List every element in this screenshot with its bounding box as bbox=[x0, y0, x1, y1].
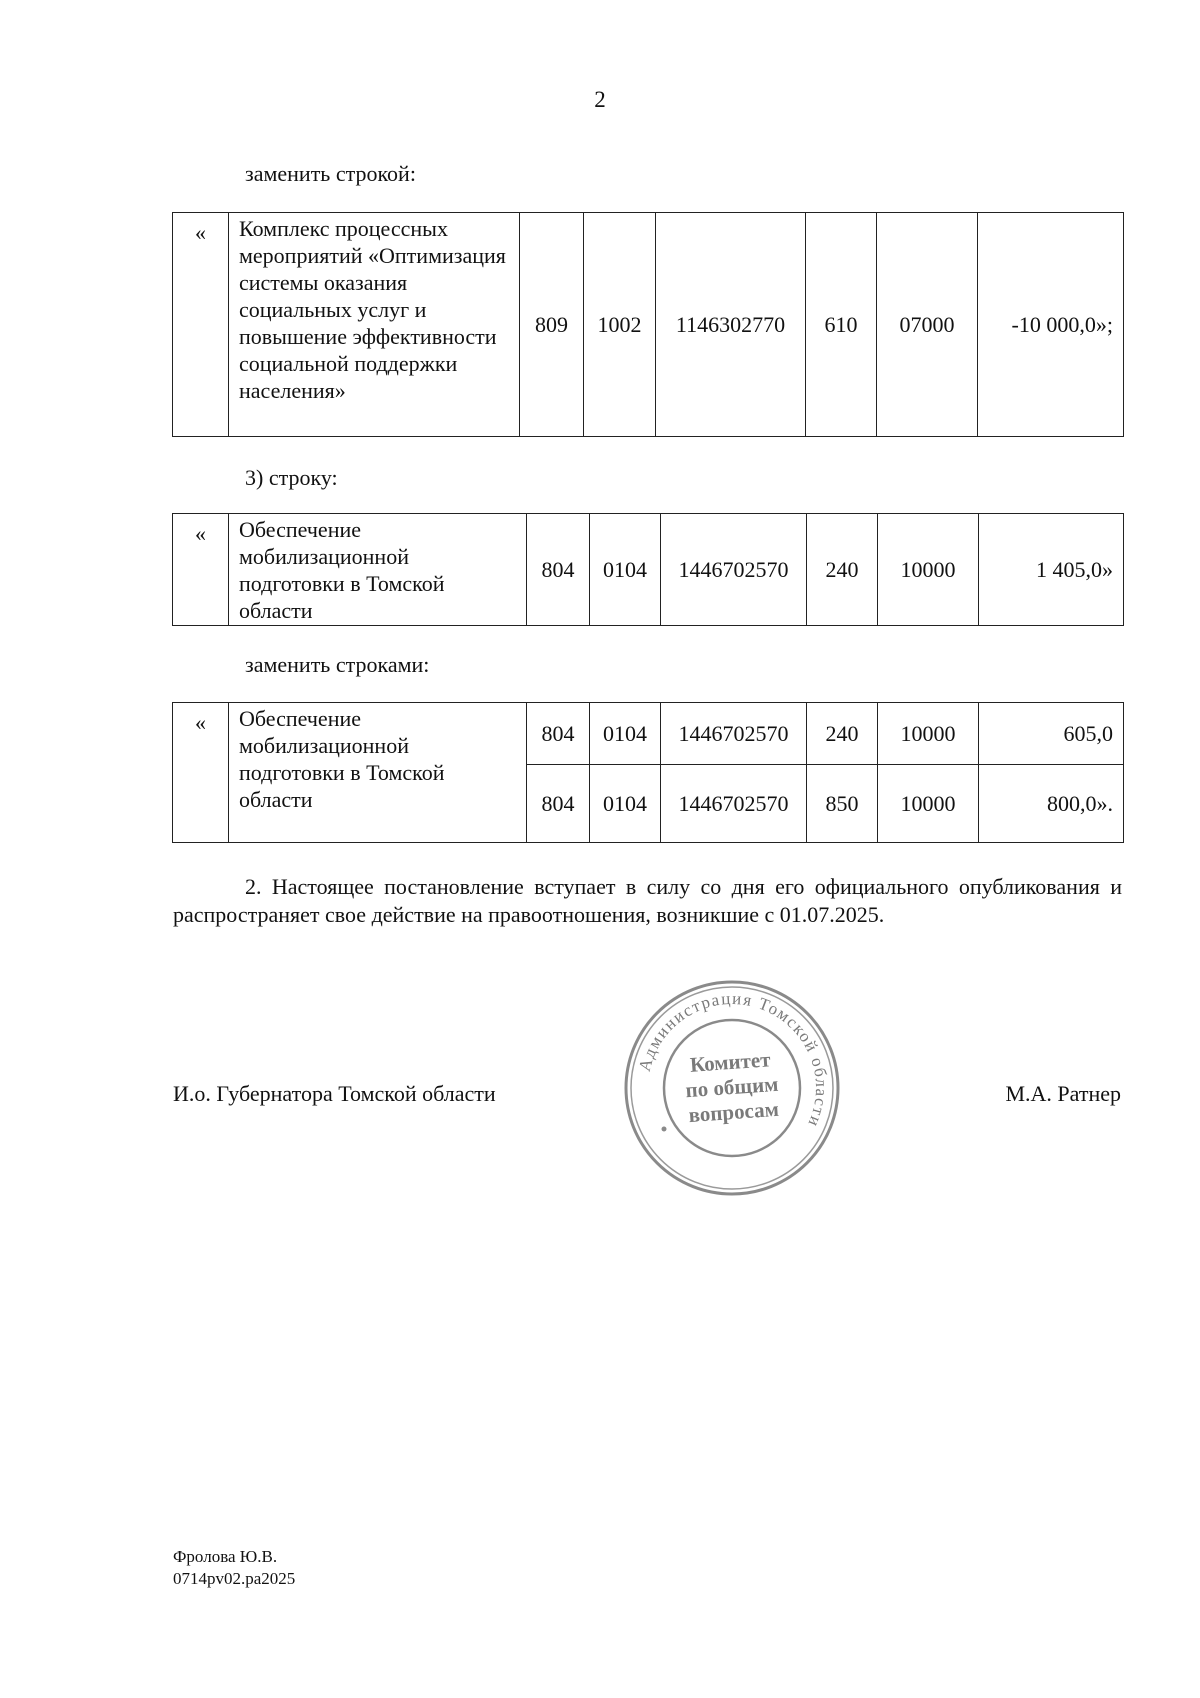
open-quote: « bbox=[173, 514, 229, 626]
replace-rows-label: заменить строками: bbox=[245, 652, 430, 677]
seal-line-2: по общим bbox=[684, 1071, 780, 1103]
page-number: 2 bbox=[594, 87, 606, 112]
cell-ministry: 804 bbox=[527, 514, 590, 626]
table-row bbox=[173, 213, 1124, 437]
document-code: 0714pv02.pa2025 bbox=[173, 1569, 296, 1588]
seal-line-3: вопросам bbox=[687, 1096, 780, 1128]
cell-amount: 800,0». bbox=[979, 765, 1124, 843]
cell-ministry: 804 bbox=[527, 765, 590, 843]
cell-amount: 605,0 bbox=[979, 703, 1124, 765]
cell-expense-type: 610 bbox=[806, 213, 877, 437]
official-seal bbox=[621, 977, 843, 1199]
cell-expense-type: 240 bbox=[807, 514, 878, 626]
cell-section: 1002 bbox=[584, 213, 656, 437]
executor-name: Фролова Ю.В. bbox=[173, 1547, 278, 1566]
seal-line-1: Комитет bbox=[689, 1047, 772, 1077]
table-row bbox=[173, 703, 1124, 765]
paragraph-effective-date: 2. Настоящее постановление вступает в силу со дня его официального опубликования и распространяет свое действие на правоотношения, возникшие с 01.07.2025. bbox=[173, 874, 1122, 927]
cell-expense-type: 850 bbox=[807, 765, 878, 843]
cell-section: 0104 bbox=[590, 765, 661, 843]
open-quote: « bbox=[173, 703, 229, 843]
signatory-position: И.о. Губернатора Томской области bbox=[173, 1081, 496, 1106]
cell-ministry: 804 bbox=[527, 703, 590, 765]
table-replacement-row bbox=[172, 212, 1124, 437]
cell-code: 10000 bbox=[878, 703, 979, 765]
table-replacement-rows bbox=[172, 702, 1124, 843]
seal-icon bbox=[621, 977, 843, 1199]
cell-expense-type: 240 bbox=[807, 703, 878, 765]
row-name: Обеспечение мобилизационной подготовки в Томской области bbox=[229, 514, 527, 626]
row-name: Обеспечение мобилизационной подготовки в Томской области bbox=[229, 703, 527, 843]
item3-label: 3) строку: bbox=[245, 465, 338, 490]
cell-code: 10000 bbox=[878, 514, 979, 626]
row-name: Комплекс процессных мероприятий «Оптимизация системы оказания социальных услуг и повышение эффективности социальной поддержки населения» bbox=[229, 213, 520, 437]
cell-amount: 1 405,0» bbox=[979, 514, 1124, 626]
cell-amount: -10 000,0»; bbox=[978, 213, 1124, 437]
cell-section: 0104 bbox=[590, 703, 661, 765]
signatory-name: М.А. Ратнер bbox=[1005, 1081, 1121, 1106]
table-row bbox=[173, 514, 1124, 626]
cell-section: 0104 bbox=[590, 514, 661, 626]
cell-target: 1446702570 bbox=[661, 514, 807, 626]
cell-target: 1446702570 bbox=[661, 703, 807, 765]
cell-target: 1446702570 bbox=[661, 765, 807, 843]
cell-code: 07000 bbox=[877, 213, 978, 437]
replace-row-label: заменить строкой: bbox=[245, 161, 416, 186]
seal-ring-text: Администрация Томской области bbox=[634, 988, 832, 1131]
open-quote: « bbox=[173, 213, 229, 437]
cell-ministry: 809 bbox=[520, 213, 584, 437]
table-original-row bbox=[172, 513, 1124, 626]
cell-target: 1146302770 bbox=[656, 213, 806, 437]
cell-code: 10000 bbox=[878, 765, 979, 843]
